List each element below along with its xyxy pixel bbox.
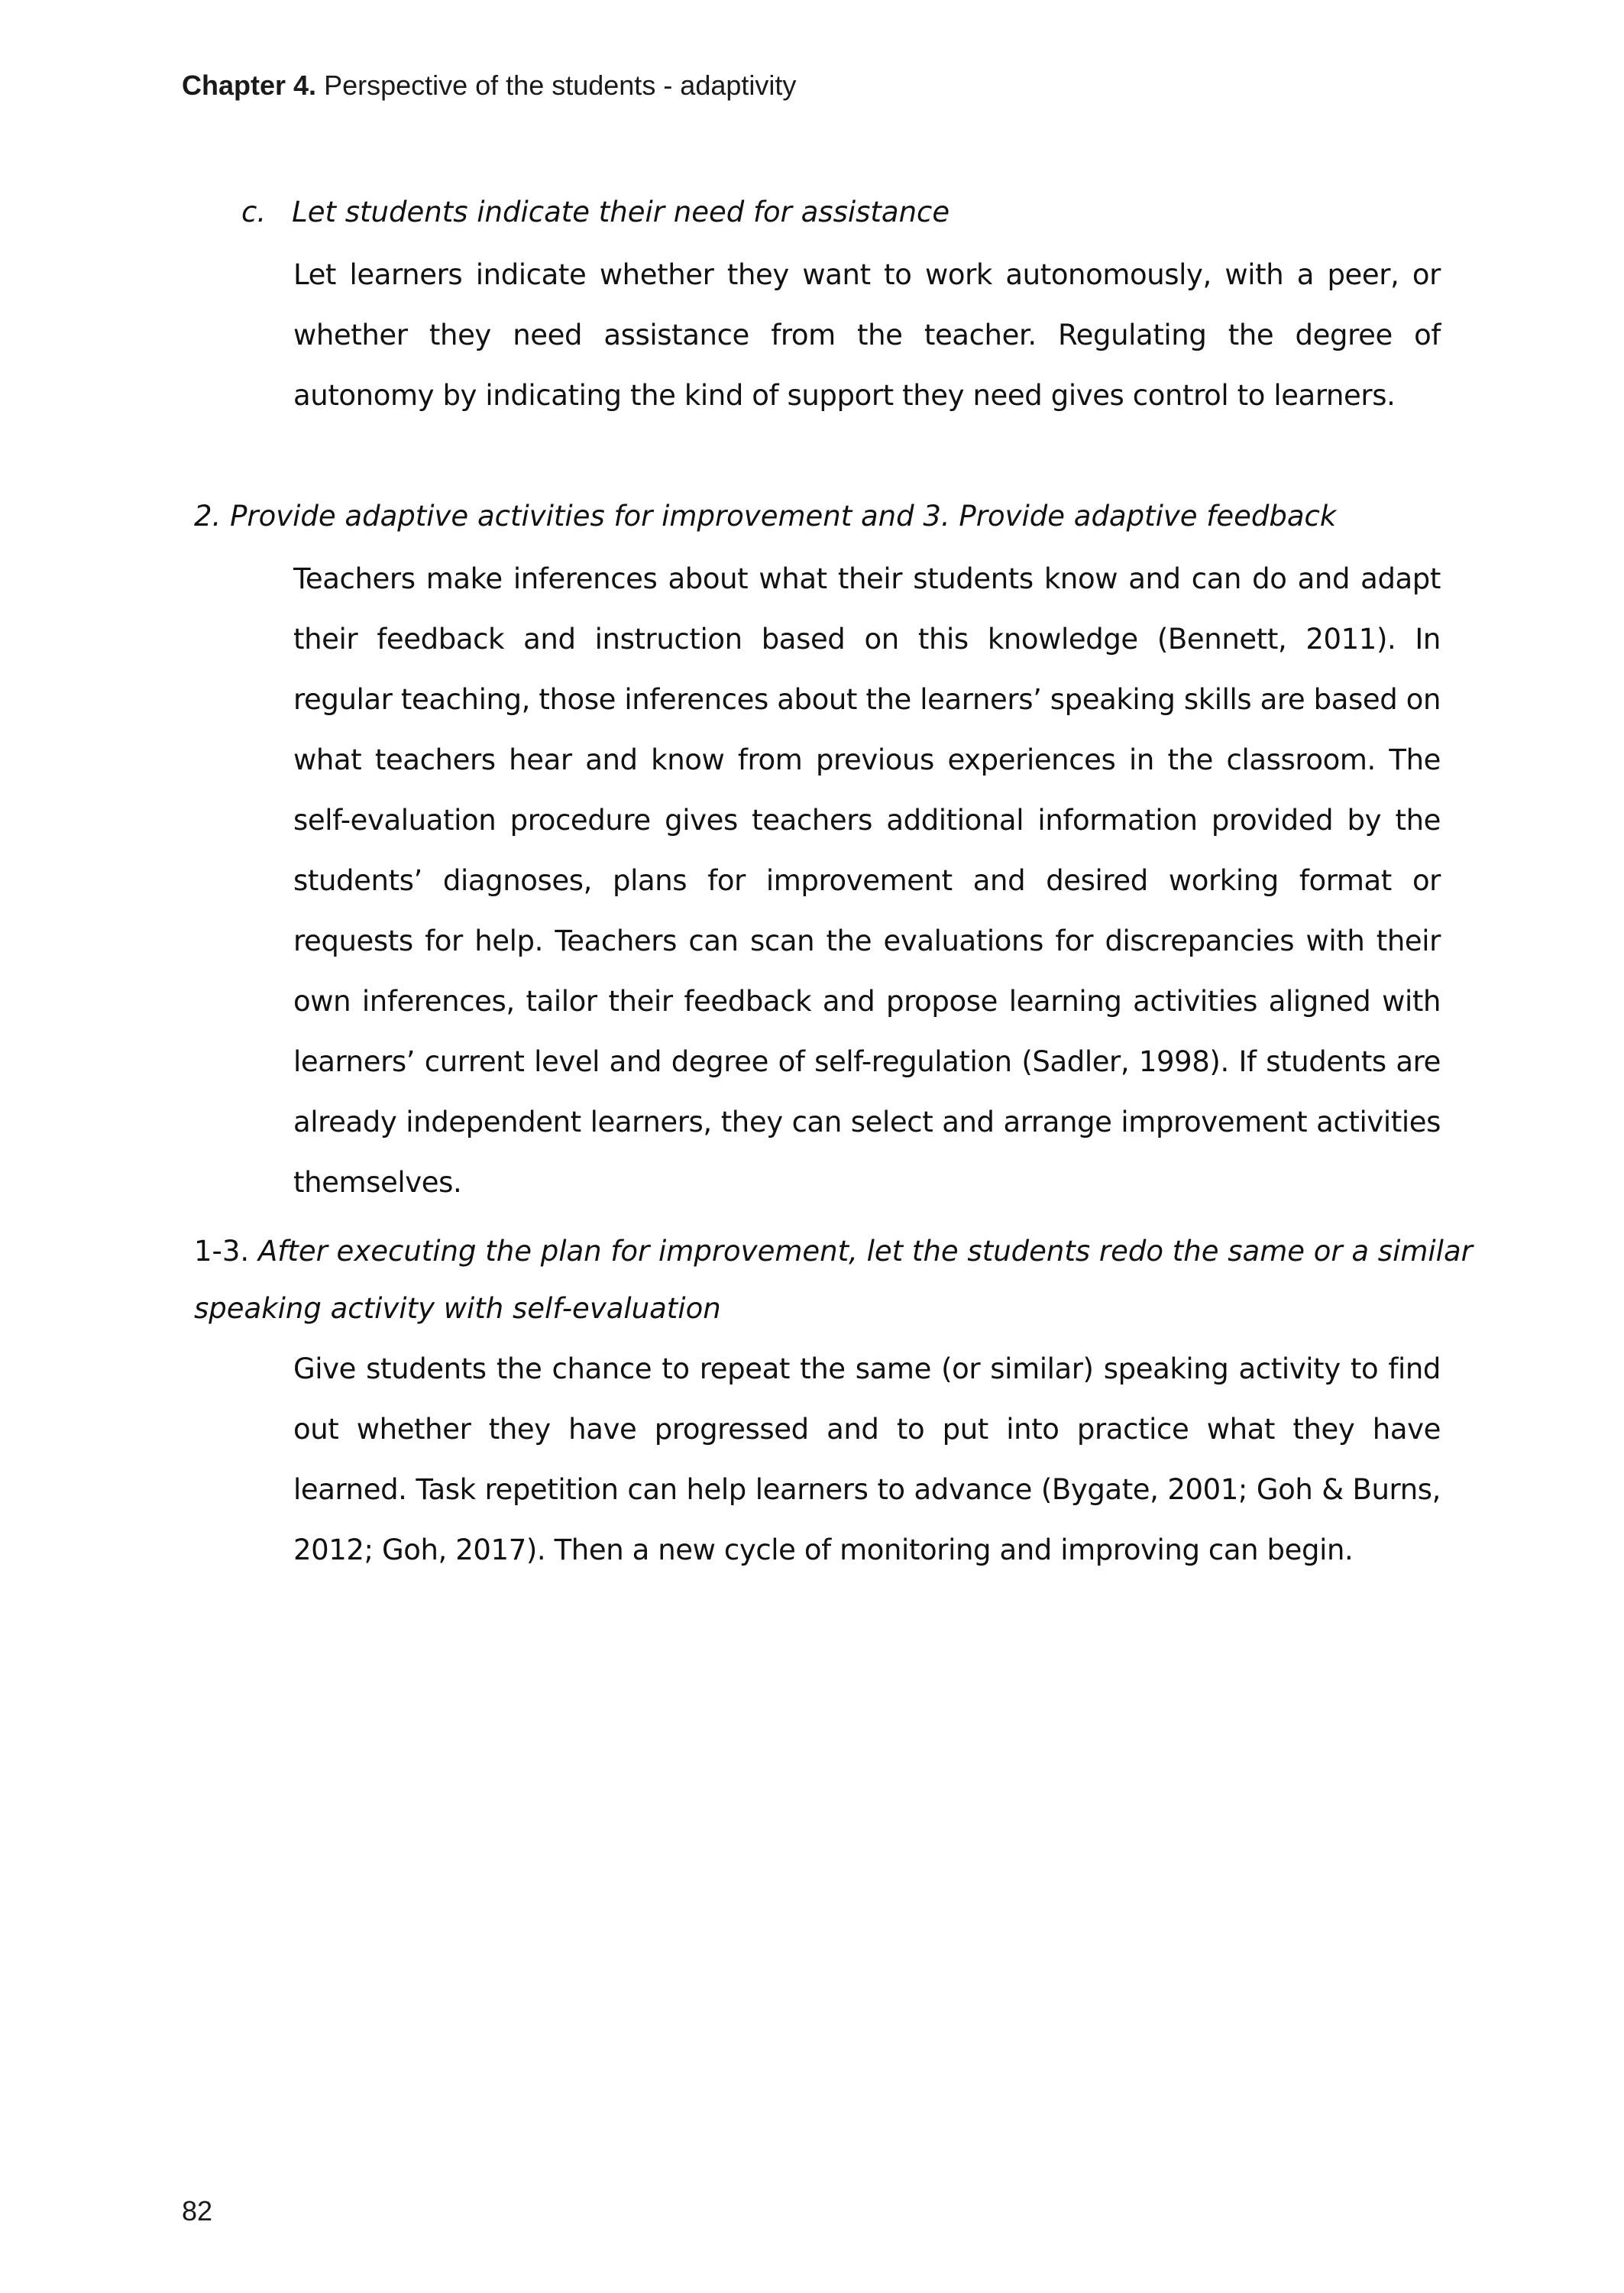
section-1-3-heading <box>194 1221 1473 1339</box>
section-c-paragraph: Let learners indicate whether they want to work autonomously, with a peer, or whether they need assistance from the teacher. Regulating the degree of autonomy by indicating the kind of support they need gives control to learners. <box>293 258 1441 412</box>
section-c-heading <box>241 189 1441 235</box>
page-number: 82 <box>182 2195 213 2227</box>
chapter-label: Chapter 4. <box>182 70 317 101</box>
section-1-3-body <box>293 1339 1441 1580</box>
section-c-title: Let students indicate their need for assistance <box>292 196 950 228</box>
section-1-3-title-line1: After executing the plan for improvement, let the students redo the same or a similar <box>257 1235 1473 1268</box>
section-2-3-body <box>293 549 1441 1213</box>
section-2-3-title: 2. Provide adaptive activities for improvement and 3. Provide adaptive feedback <box>194 500 1337 533</box>
section-2-3-paragraph: Teachers make inferences about what their students know and can do and adapt their feedback and instruction based on this knowledge (Bennett, 2011). In regular teaching, those inferences about the learners’ speaking skills are based on what teachers hear and know from previous experiences in the classroom. The self-evaluation procedure gives teachers additional information provided by the students’ diagnoses, plans for improvement and desired working format or requests for help. Teachers can scan the evaluations for discrepancies with their own inferences, tailor their feedback and propose learning activities aligned with learners’ current level and degree of self-regulation (Sadler, 1998). If students are already independent learners, they can select and arrange improvement activities themselves. <box>293 562 1441 1199</box>
section-1-3-paragraph: Give students the chance to repeat the same (or similar) speaking activity to find out whether they have progressed and to put into practice what they have learned. Task repetition can help learners to advance (Bygate, 2001; Goh & Burns, 2012; Goh, 2017). Then a new cycle of monitoring and improving can begin. <box>293 1352 1441 1566</box>
chapter-title: Perspective of the students - adaptivity <box>324 70 797 101</box>
section-c-marker: c. <box>241 196 267 228</box>
section-c-body <box>293 245 1441 426</box>
section-1-3-title-line2: speaking activity with self-evaluation <box>194 1292 721 1325</box>
running-header <box>182 67 796 104</box>
section-1-3-number: 1-3. <box>194 1235 250 1268</box>
section-2-3-heading <box>194 494 1441 539</box>
